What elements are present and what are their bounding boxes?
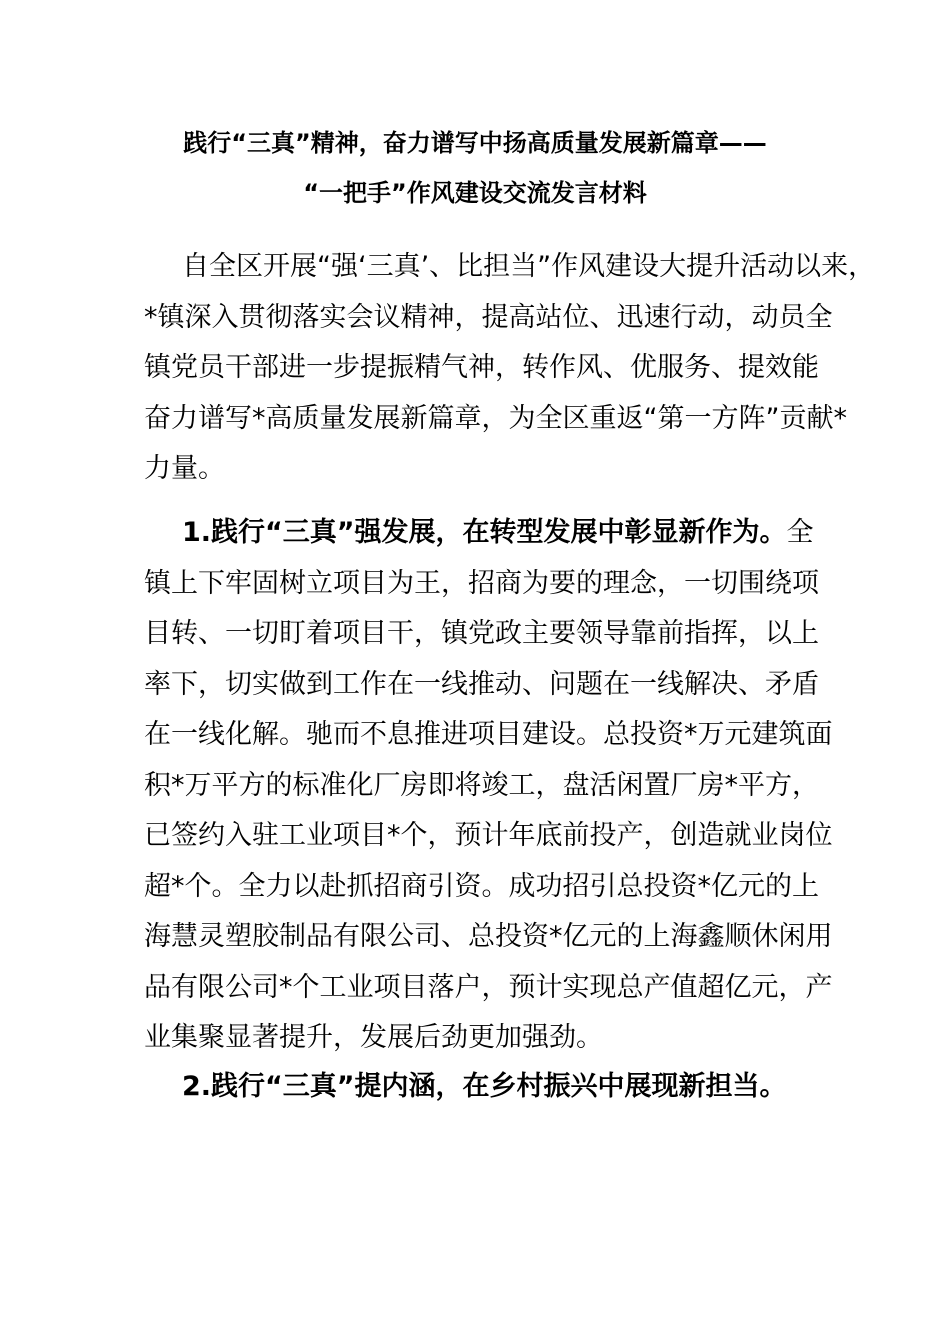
intro-paragraph: [144, 242, 876, 495]
paragraph-line: 奋力谱写*高质量发展新篇章，为全区重返“第一方阵”贡献*: [144, 402, 847, 434]
section-1-paragraph: [144, 508, 833, 1064]
section-2-heading: 2.践行“三真”提内涵，在乡村振兴中展现新担当。: [182, 1071, 787, 1102]
paragraph-line: 品有限公司*个工业项目落户，预计实现总产值超亿元，产: [144, 971, 833, 1003]
paragraph-line: *镇深入贯彻落实会议精神，提高站位、迅速行动，动员全: [144, 301, 833, 333]
section-2-paragraph: [144, 1062, 824, 1113]
paragraph-line: 在一线化解。驰而不息推进项目建设。总投资*万元建筑面: [144, 719, 833, 750]
section-1-first-line-tail: 全: [786, 517, 814, 548]
document-title-line-1: 践行“三真”精神，奋力谱写中扬高质量发展新篇章——: [183, 129, 767, 157]
paragraph-line: 超*个。全力以赴抓招商引资。成功招引总投资*亿元的上: [144, 870, 819, 902]
paragraph-line: 自全区开展“强‘三真’、比担当”作风建设大提升活动以来，: [182, 251, 876, 282]
paragraph-line: 积*万平方的标准化厂房即将竣工，盘活闲置厂房*平方，: [144, 769, 819, 801]
paragraph-line: 镇上下牢固树立项目为王，招商为要的理念，一切围绕项: [144, 567, 819, 599]
section-1-heading: 1.践行“三真”强发展，在转型发展中彰显新作为。: [182, 517, 787, 548]
paragraph-line: 海慧灵塑胶制品有限公司、总投资*亿元的上海鑫顺休闲用: [144, 921, 833, 952]
paragraph-line: 镇党员干部进一步提振精气神，转作风、优服务、提效能: [144, 352, 819, 383]
paragraph-line: 业集聚显著提升，发展后劲更加强劲。: [144, 1022, 603, 1053]
section-1-first-line: [144, 508, 824, 559]
paragraph-line: 已签约入驻工业项目*个，预计年底前投产，创造就业岗位: [144, 820, 833, 851]
paragraph-line: 率下，切实做到工作在一线推动、问题在一线解决、矛盾: [144, 668, 819, 700]
document-title-line-2: “一把手”作风建设交流发言材料: [303, 179, 647, 207]
paragraph-line: 力量。: [144, 453, 225, 484]
paragraph-line: 目转、一切盯着项目干，镇党政主要领导靠前指挥，以上: [144, 618, 819, 649]
